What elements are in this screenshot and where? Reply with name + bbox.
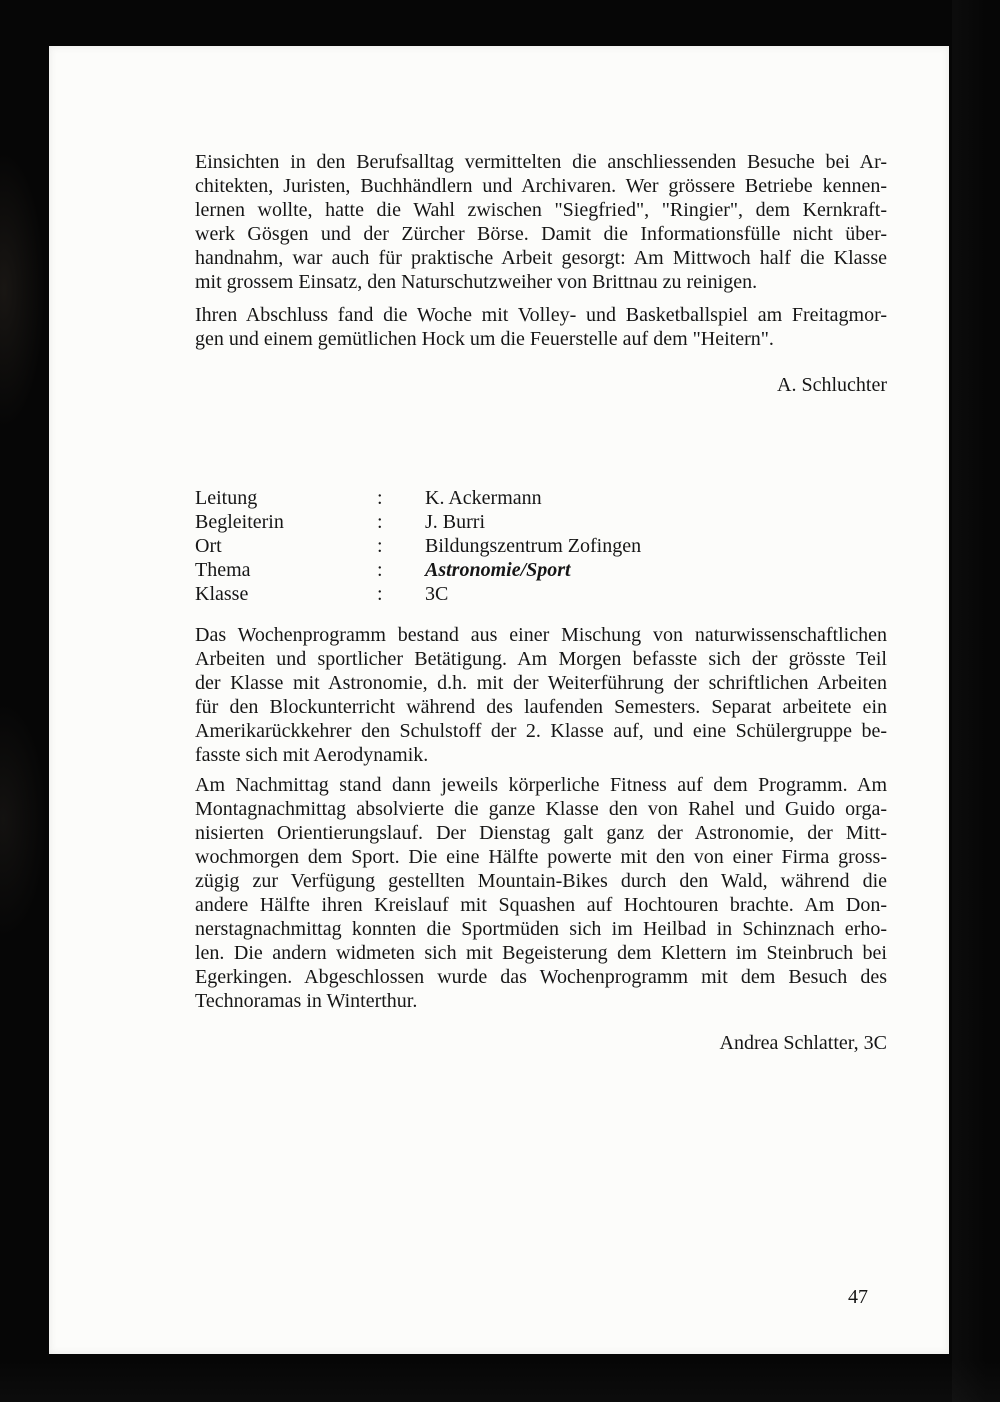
info-value: Bildungszentrum Zofingen — [425, 535, 642, 557]
info-row — [195, 510, 887, 534]
info-row — [195, 486, 887, 510]
info-label: Ort — [195, 535, 222, 557]
text-line: nisierten Orientierungslauf. Der Dienstag galt ganz der Astronomie, der Mitt- — [195, 822, 887, 844]
text-line: zügig zur Verfügung gestellten Mountain-Bikes durch den Wald, während die — [195, 870, 887, 892]
info-separator: : — [377, 535, 383, 557]
info-separator: : — [377, 559, 383, 581]
paragraph-nachmittag — [195, 773, 887, 1013]
info-table — [195, 486, 887, 606]
text-line: Einsichten in den Berufsalltag vermittelten die anschliessenden Besuche bei Ar- — [195, 151, 887, 173]
text-line: für den Blockunterricht während des laufenden Semesters. Separat arbeitete ein — [195, 696, 887, 718]
info-value: Astronomie/Sport — [425, 559, 571, 581]
info-value: J. Burri — [425, 511, 485, 533]
text-line: Egerkingen. Abgeschlossen wurde das Wochenprogramm mit dem Besuch des — [195, 966, 887, 988]
info-separator: : — [377, 487, 383, 509]
info-label: Thema — [195, 559, 251, 581]
info-separator: : — [377, 511, 383, 533]
info-label: Klasse — [195, 583, 249, 605]
signature-schluchter: A. Schluchter — [777, 374, 887, 396]
text-line: fasste sich mit Aerodynamik. — [195, 744, 429, 766]
text-line: nerstagnachmittag konnten die Sportmüden sich im Heilbad in Schinznach erho- — [195, 918, 887, 940]
info-row — [195, 534, 887, 558]
info-label: Begleiterin — [195, 511, 284, 533]
paragraph-abschluss — [195, 303, 887, 351]
text-line: der Klasse mit Astronomie, d.h. mit der Weiterführung der schriftlichen Arbeiten — [195, 672, 887, 694]
info-value: 3C — [425, 583, 449, 605]
text-line: Ihren Abschluss fand die Woche mit Volley- und Basketballspiel am Freitagmor- — [195, 304, 887, 326]
info-row — [195, 558, 887, 582]
paragraph-berufsalltag — [195, 150, 887, 294]
text-line: handnahm, war auch für praktische Arbeit gesorgt: Am Mittwoch half die Klasse — [195, 247, 887, 269]
text-line: len. Die andern widmeten sich mit Begeisterung dem Klettern im Steinbruch bei — [195, 942, 887, 964]
text-line: andere Hälfte ihren Kreislauf mit Squashen auf Hochtouren brachte. Am Don- — [195, 894, 887, 916]
document-page — [49, 46, 949, 1354]
signature-schlatter: Andrea Schlatter, 3C — [719, 1032, 887, 1054]
text-line: chitekten, Juristen, Buchhändlern und Archivaren. Wer grössere Betriebe kennen- — [195, 175, 887, 197]
text-line: Am Nachmittag stand dann jeweils körperliche Fitness auf dem Programm. Am — [195, 774, 887, 796]
text-line: Technoramas in Winterthur. — [195, 990, 418, 1012]
scan-artifact — [0, 700, 48, 940]
scan-artifact — [952, 0, 986, 1402]
text-line: Arbeiten und sportlicher Betätigung. Am Morgen befasste sich der grösste Teil — [195, 648, 887, 670]
text-line: gen und einem gemütlichen Hock um die Feuerstelle auf dem "Heitern". — [195, 328, 774, 350]
text-line: lernen wollte, hatte die Wahl zwischen "Siegfried", "Ringier", dem Kernkraft- — [195, 199, 887, 221]
text-line: Montagnachmittag absolvierte die ganze Klasse den von Rahel und Guido orga- — [195, 798, 887, 820]
info-value: K. Ackermann — [425, 487, 542, 509]
page-number: 47 — [848, 1286, 868, 1308]
info-row — [195, 582, 887, 606]
paragraph-wochenprogramm — [195, 623, 887, 767]
text-line: wochmorgen dem Sport. Die eine Hälfte powerte mit den von einer Firma gross- — [195, 846, 887, 868]
text-line: Amerikarückkehrer den Schulstoff der 2. Klasse auf, und eine Schülergruppe be- — [195, 720, 887, 742]
scan-artifact — [0, 1360, 1000, 1402]
text-line: Das Wochenprogramm bestand aus einer Mischung von naturwissenschaftlichen — [195, 624, 887, 646]
text-line: mit grossem Einsatz, den Naturschutzweiher von Brittnau zu reinigen. — [195, 271, 758, 293]
info-separator: : — [377, 583, 383, 605]
info-label: Leitung — [195, 487, 258, 509]
text-line: werk Gösgen und der Zürcher Börse. Damit die Informationsfülle nicht über- — [195, 223, 887, 245]
scan-artifact — [0, 150, 46, 430]
